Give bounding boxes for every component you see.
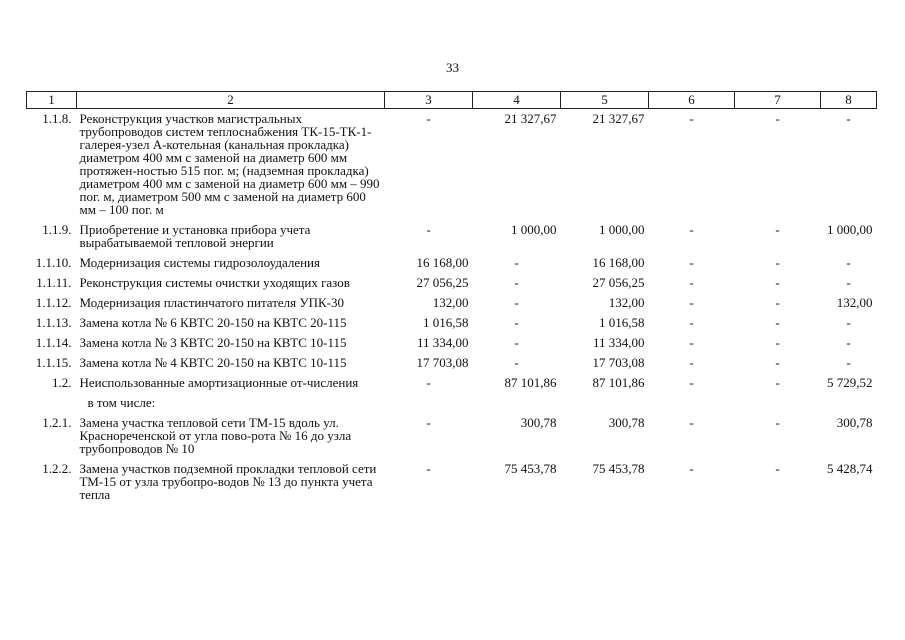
column-header: 5 xyxy=(561,92,649,109)
table-row xyxy=(27,373,877,393)
column-7-value: - xyxy=(775,275,780,290)
column-7-value: - xyxy=(775,415,780,430)
item-description: Замена участка тепловой сети ТМ-15 вдоль ул. Краснореченской от угла пово-рота № 16 до узла трубопроводов № 10 xyxy=(79,415,352,456)
column-7-value: - xyxy=(775,355,780,370)
item-description: Замена котла № 3 КВТС 20-150 на КВТС 10-115 xyxy=(79,335,347,350)
column-4-value: 87 101,86 xyxy=(504,375,557,390)
item-description: Реконструкция системы очистки уходящих газов xyxy=(79,275,350,290)
item-code xyxy=(27,393,77,413)
column-6-value: - xyxy=(689,255,694,270)
column-7-value: - xyxy=(775,222,780,237)
column-7-value xyxy=(735,393,821,413)
column-3-value: - xyxy=(426,222,431,237)
column-5-value: 300,78 xyxy=(608,415,645,430)
column-8-value: 5 729,52 xyxy=(827,375,873,390)
column-header: 3 xyxy=(385,92,473,109)
column-3-value: - xyxy=(426,111,431,126)
column-3-value: 17 703,08 xyxy=(416,355,469,370)
column-4-value: - xyxy=(514,275,519,290)
item-code: 1.1.10. xyxy=(35,255,72,270)
column-5-value: 1 016,58 xyxy=(599,315,645,330)
item-code: 1.1.11. xyxy=(36,275,72,290)
column-6-value: - xyxy=(689,222,694,237)
table-row xyxy=(27,313,877,333)
table-row xyxy=(27,293,877,313)
column-8-value: - xyxy=(846,275,851,290)
column-8-value: - xyxy=(846,315,851,330)
table-row xyxy=(27,459,877,505)
item-description: Реконструкция участков магистральных трубопроводов систем теплоснабжения ТК-15-ТК-1-галерея-узел А-котельная (канальная прокладка) диаметром 400 мм с заменой на диаметр 600 мм протяжен-ностью 515 пог. м; (надземная прокладка) диаметром 400 мм с заменой на диаметр 600 мм – 990 пог. м, диаметром 500 мм с заменой на диаметр 600 мм – 100 пог. м xyxy=(79,111,380,217)
column-8-value: 300,78 xyxy=(836,415,873,430)
column-4-value xyxy=(473,393,561,413)
column-header: 7 xyxy=(735,92,821,109)
item-description: Приобретение и установка прибора учета вырабатываемой тепловой энергии xyxy=(79,222,311,250)
column-6-value: - xyxy=(689,415,694,430)
column-4-value: - xyxy=(514,255,519,270)
column-header: 4 xyxy=(473,92,561,109)
column-7-value: - xyxy=(775,335,780,350)
table-row xyxy=(27,253,877,273)
column-6-value: - xyxy=(689,315,694,330)
column-5-value: 16 168,00 xyxy=(592,255,645,270)
column-5-value xyxy=(561,393,649,413)
column-8-value xyxy=(821,393,877,413)
column-4-value: - xyxy=(514,355,519,370)
table-row xyxy=(27,333,877,353)
column-8-value: - xyxy=(846,335,851,350)
item-code: 1.2. xyxy=(52,375,72,390)
table-row xyxy=(27,220,877,253)
item-code: 1.1.14. xyxy=(35,335,72,350)
column-8-value: - xyxy=(846,255,851,270)
column-6-value: - xyxy=(689,375,694,390)
column-5-value: 27 056,25 xyxy=(592,275,645,290)
column-5-value: 75 453,78 xyxy=(592,461,645,476)
item-code: 1.2.1. xyxy=(42,415,72,430)
column-7-value: - xyxy=(775,375,780,390)
item-code: 1.1.15. xyxy=(35,355,72,370)
item-description: Модернизация системы гидрозолоудаления xyxy=(79,255,320,270)
column-8-value: - xyxy=(846,355,851,370)
table-row xyxy=(27,109,877,221)
item-code: 1.1.9. xyxy=(42,222,72,237)
column-6-value: - xyxy=(689,461,694,476)
table-body xyxy=(27,109,877,506)
table-row xyxy=(27,273,877,293)
column-6-value: - xyxy=(689,335,694,350)
column-8-value: 132,00 xyxy=(836,295,873,310)
column-5-value: 87 101,86 xyxy=(592,375,645,390)
column-3-value: - xyxy=(426,415,431,430)
column-7-value: - xyxy=(775,295,780,310)
column-5-value: 1 000,00 xyxy=(599,222,645,237)
column-5-value: 17 703,08 xyxy=(592,355,645,370)
column-3-value xyxy=(385,393,473,413)
item-code: 1.1.12. xyxy=(35,295,72,310)
column-6-value xyxy=(649,393,735,413)
column-5-value: 132,00 xyxy=(608,295,645,310)
column-8-value: 1 000,00 xyxy=(827,222,873,237)
column-8-value: 5 428,74 xyxy=(827,461,873,476)
item-description: Замена участков подземной прокладки тепловой сети ТМ-15 от узла трубопро-водов № 13 до пункта учета тепла xyxy=(79,461,377,502)
item-description: Модернизация пластинчатого питателя УПК-30 xyxy=(79,295,344,310)
column-5-value: 21 327,67 xyxy=(592,111,645,126)
column-8-value: - xyxy=(846,111,851,126)
table-row xyxy=(27,353,877,373)
column-3-value: 1 016,58 xyxy=(423,315,469,330)
column-6-value: - xyxy=(689,111,694,126)
column-3-value: 11 334,00 xyxy=(416,335,469,350)
column-number-row xyxy=(27,92,877,109)
column-3-value: - xyxy=(426,461,431,476)
subheading-label: в том числе: xyxy=(87,395,156,410)
column-4-value: 21 327,67 xyxy=(504,111,557,126)
column-3-value: - xyxy=(426,375,431,390)
column-7-value: - xyxy=(775,315,780,330)
column-7-value: - xyxy=(775,255,780,270)
column-4-value: 1 000,00 xyxy=(511,222,557,237)
item-description xyxy=(77,393,385,413)
item-code: 1.1.13. xyxy=(35,315,72,330)
column-7-value: - xyxy=(775,111,780,126)
page-number: 33 xyxy=(446,60,459,75)
column-header: 2 xyxy=(77,92,385,109)
item-description: Неиспользованные амортизационные от-числения xyxy=(79,375,359,390)
column-4-value: 75 453,78 xyxy=(504,461,557,476)
table-subheading-row xyxy=(27,393,877,413)
column-3-value: 16 168,00 xyxy=(416,255,469,270)
item-description: Замена котла № 6 КВТС 20-150 на КВТС 20-115 xyxy=(79,315,347,330)
item-description: Замена котла № 4 КВТС 20-150 на КВТС 10-115 xyxy=(79,355,347,370)
item-code: 1.1.8. xyxy=(42,111,72,126)
column-4-value: 300,78 xyxy=(520,415,557,430)
column-6-value: - xyxy=(689,355,694,370)
column-header: 6 xyxy=(649,92,735,109)
table-row xyxy=(27,413,877,459)
column-6-value: - xyxy=(689,295,694,310)
column-header: 1 xyxy=(27,92,77,109)
column-header: 8 xyxy=(821,92,877,109)
column-3-value: 27 056,25 xyxy=(416,275,469,290)
column-7-value: - xyxy=(775,461,780,476)
column-3-value: 132,00 xyxy=(432,295,469,310)
budget-table xyxy=(26,91,877,505)
item-code: 1.2.2. xyxy=(42,461,72,476)
column-6-value: - xyxy=(689,275,694,290)
column-4-value: - xyxy=(514,315,519,330)
column-4-value: - xyxy=(514,295,519,310)
column-4-value: - xyxy=(514,335,519,350)
column-5-value: 11 334,00 xyxy=(592,335,645,350)
